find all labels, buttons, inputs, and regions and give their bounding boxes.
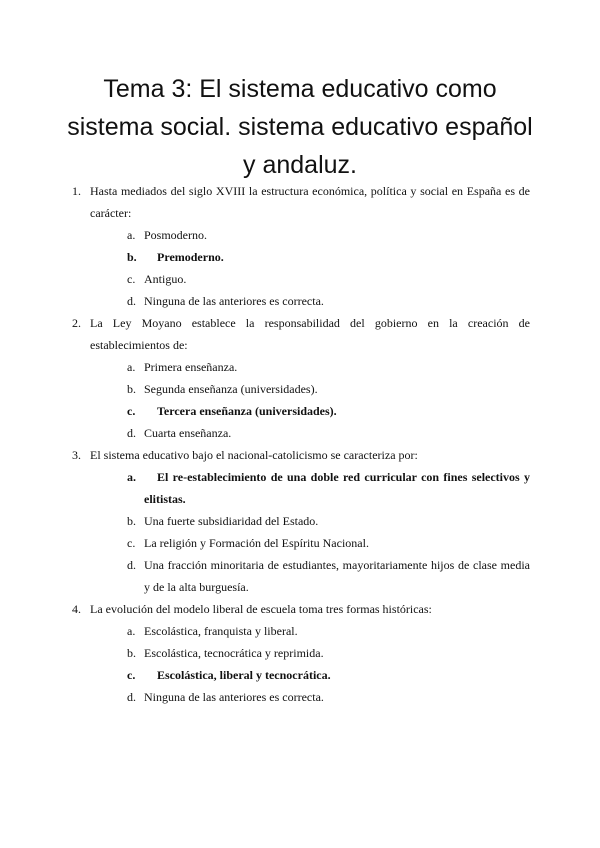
option-item [127, 686, 530, 708]
option-item [127, 532, 530, 554]
option-letter: a. [127, 624, 136, 638]
option-item [127, 554, 530, 598]
question-text: La evolución del modelo liberal de escuela toma tres formas históricas: [90, 602, 432, 616]
question-item [72, 312, 530, 444]
question-text: Hasta mediados del siglo XVIII la estructura económica, política y social en España es de carácter: [90, 184, 530, 220]
option-text: Escolástica, tecnocrática y reprimida. [144, 646, 324, 660]
correct-option-item [127, 246, 530, 268]
option-item [127, 356, 530, 378]
question-number: 4. [72, 602, 81, 616]
option-text: Premoderno. [157, 250, 224, 264]
option-letter: d. [127, 690, 136, 704]
option-list [90, 224, 530, 312]
option-letter: d. [127, 294, 136, 308]
option-item [127, 224, 530, 246]
option-letter: a. [127, 470, 136, 484]
option-text: Una fuerte subsidiaridad del Estado. [144, 514, 319, 528]
option-text: Ninguna de las anteriores es correcta. [144, 294, 324, 308]
option-text: Cuarta enseñanza. [144, 426, 232, 440]
question-item [72, 180, 530, 312]
question-number: 1. [72, 184, 81, 198]
question-number: 2. [72, 316, 81, 330]
option-item [127, 378, 530, 400]
option-letter: c. [127, 272, 136, 286]
option-text: Primera enseñanza. [144, 360, 238, 374]
option-item [127, 290, 530, 312]
correct-option-item [127, 664, 530, 686]
option-text: El re-establecimiento de una doble red curricular con fines selectivos y elitistas. [144, 470, 530, 506]
question-item [72, 598, 530, 708]
option-letter: c. [127, 536, 136, 550]
option-list [90, 356, 530, 444]
option-item [127, 620, 530, 642]
option-text: La religión y Formación del Espíritu Nacional. [144, 536, 369, 550]
question-text: La Ley Moyano establece la responsabilidad del gobierno en la creación de establecimientos de: [90, 316, 530, 352]
page-title: Tema 3: El sistema educativo como sistema social. sistema educativo español y andaluz. [67, 75, 533, 179]
option-item [127, 422, 530, 444]
option-letter: b. [127, 382, 136, 396]
option-letter: b. [127, 514, 136, 528]
option-text: Posmoderno. [144, 228, 207, 242]
option-list [90, 466, 530, 598]
option-letter: d. [127, 558, 136, 572]
option-letter: d. [127, 426, 136, 440]
option-letter: a. [127, 228, 136, 242]
option-letter: c. [127, 668, 136, 682]
option-text: Ninguna de las anteriores es correcta. [144, 690, 324, 704]
option-letter: b. [127, 646, 136, 660]
question-item [72, 444, 530, 598]
question-text: El sistema educativo bajo el nacional-catolicismo se caracteriza por: [90, 448, 418, 462]
option-list [90, 620, 530, 708]
question-list [72, 180, 530, 708]
question-number: 3. [72, 448, 81, 462]
option-text: Escolástica, franquista y liberal. [144, 624, 298, 638]
option-item [127, 642, 530, 664]
option-text: Escolástica, liberal y tecnocrática. [157, 668, 331, 682]
option-text: Una fracción minoritaria de estudiantes, mayoritariamente hijos de clase media y de la alta burguesía. [144, 558, 530, 594]
option-item [127, 510, 530, 532]
correct-option-item [127, 400, 530, 422]
option-item [127, 268, 530, 290]
option-letter: a. [127, 360, 136, 374]
option-text: Segunda enseñanza (universidades). [144, 382, 318, 396]
option-text: Antiguo. [144, 272, 187, 286]
option-letter: c. [127, 404, 136, 418]
option-text: Tercera enseñanza (universidades). [157, 404, 337, 418]
correct-option-item [127, 466, 530, 510]
option-letter: b. [127, 250, 137, 264]
